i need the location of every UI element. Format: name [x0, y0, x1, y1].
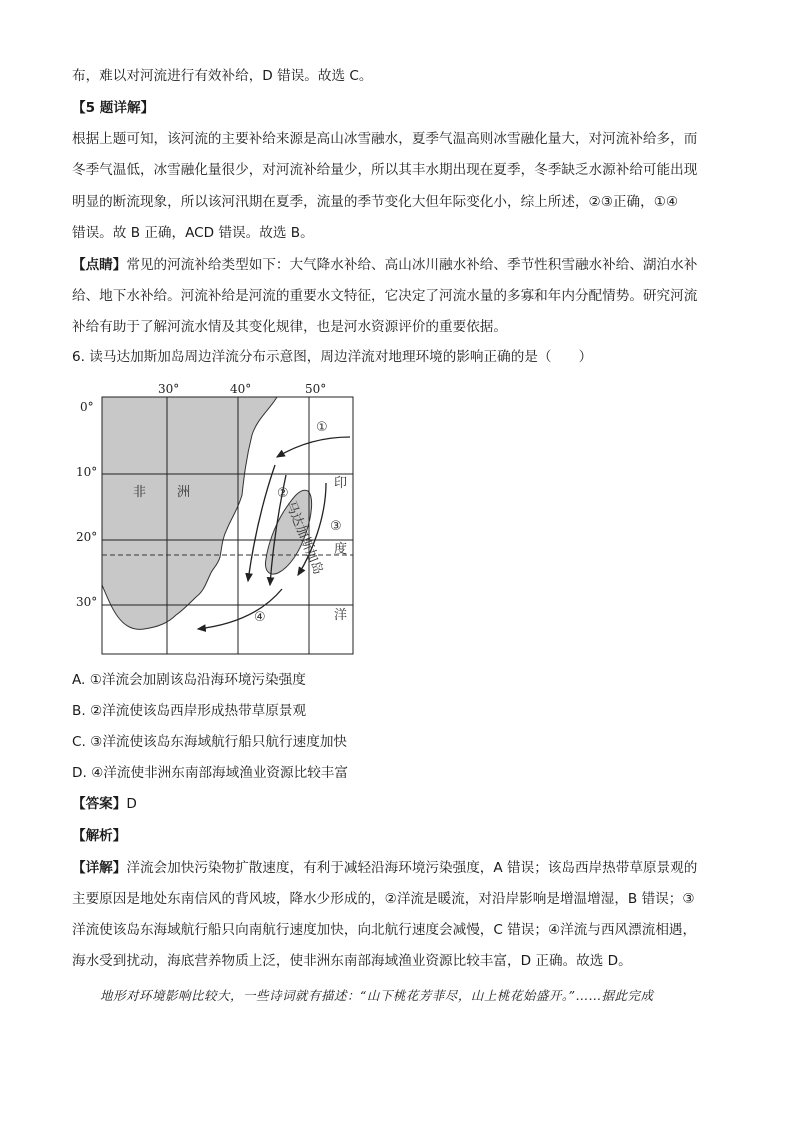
text-line: 补给有助于了解河流水情及其变化规律，也是河水资源评价的重要依据。: [72, 319, 507, 335]
lat-label: 10°: [76, 465, 98, 479]
continent-label: 洲: [177, 485, 191, 500]
q5-header: 【5 题详解】: [72, 100, 155, 116]
current-label-2: ②: [277, 486, 289, 501]
text-line: 主要原因是地处东南信风的背风坡，降水少形成的，②洋流是暖流，对沿岸影响是增温增湿，B 错误；③: [72, 891, 695, 907]
lat-label: 20°: [76, 530, 98, 544]
tip-line: [72, 255, 697, 275]
answer-line: [72, 794, 137, 814]
next-question-intro: 地形对环境影响比较大，一些诗词就有描述：“山下桃花芳菲尽，山上桃花始盛开。”……据此完成: [100, 988, 654, 1003]
text-line: 洋流使该岛东海域航行船只向南航行速度加快，向北航行速度会减慢，C 错误；④洋流与西风漂流相遇，: [72, 922, 697, 938]
tip-text: 常见的河流补给类型如下：大气降水补给、高山冰川融水补给、季节性积雪融水补给、湖泊水补: [126, 257, 698, 273]
lon-label: 50°: [305, 382, 327, 396]
answer-value: D: [126, 796, 137, 812]
detail-text: 洋流会加快污染物扩散速度，有利于减轻沿海环境污染强度，A 错误；该岛西岸热带草原景观的: [126, 860, 698, 876]
lat-label: 0°: [80, 400, 94, 414]
lon-label: 40°: [230, 382, 252, 396]
tip-header: 【点睛】: [72, 257, 127, 273]
option-c: C. ③洋流使该岛东海域航行船只航行速度加快: [72, 734, 348, 750]
continent-label: 非: [133, 485, 147, 500]
ocean-label: 印: [334, 476, 348, 491]
current-label-4: ④: [254, 610, 266, 625]
text-line: 冬季气温低，冰雪融化量很少，对河流补给量少，所以其丰水期出现在夏季，冬季缺乏水源补给可能出现: [72, 162, 698, 178]
ocean-label: 洋: [334, 608, 348, 623]
answer-label: 【答案】: [72, 796, 127, 812]
text-line: 明显的断流现象，所以该河汛期在夏季，流量的季节变化大但年际变化小，综上所述，②③正确，①④: [72, 194, 679, 210]
lon-label: 30°: [158, 382, 180, 396]
current-label-3: ③: [330, 519, 342, 534]
detail-line: [72, 858, 697, 878]
analysis-label: 【解析】: [72, 828, 127, 844]
text-line: 根据上题可知，该河流的主要补给来源是高山冰雪融水，夏季气温高则冰雪融化量大，对河流补给多，而: [72, 131, 698, 147]
island-label: 马达加斯加岛: [282, 498, 326, 577]
text-line: 给、地下水补给。河流补给是河流的重要水文特征，它决定了河流水量的多寡和年内分配情势。研究河流: [72, 288, 698, 304]
current-1-arrow: [277, 437, 350, 457]
option-b: B. ②洋流使该岛西岸形成热带草原景观: [72, 703, 307, 719]
current-4-arrow: [198, 589, 282, 629]
option-a: A. ①洋流会加剧该岛沿海环境污染强度: [72, 672, 306, 688]
africa-landmass: [102, 397, 277, 629]
text-line: 布，难以对河流进行有效补给，D 错误。故选 C。: [72, 68, 373, 84]
text-line: 错误。故 B 正确，ACD 错误。故选 B。: [72, 225, 314, 241]
option-d: D. ④洋流使非洲东南部海域渔业资源比较丰富: [72, 765, 348, 781]
ocean-label: 度: [334, 542, 348, 557]
question-6-stem: 6. 读马达加斯加岛周边洋流分布示意图，周边洋流对地理环境的影响正确的是（ ）: [72, 349, 593, 365]
text-line: 海水受到扰动，海底营养物质上泛，使非洲东南部海域渔业资源比较丰富，D 正确。故选 D。: [72, 953, 632, 969]
detail-header: 【详解】: [72, 860, 127, 876]
current-label-1: ①: [316, 420, 328, 435]
madagascar-current-map: [72, 377, 362, 659]
lat-label: 30°: [76, 595, 98, 609]
